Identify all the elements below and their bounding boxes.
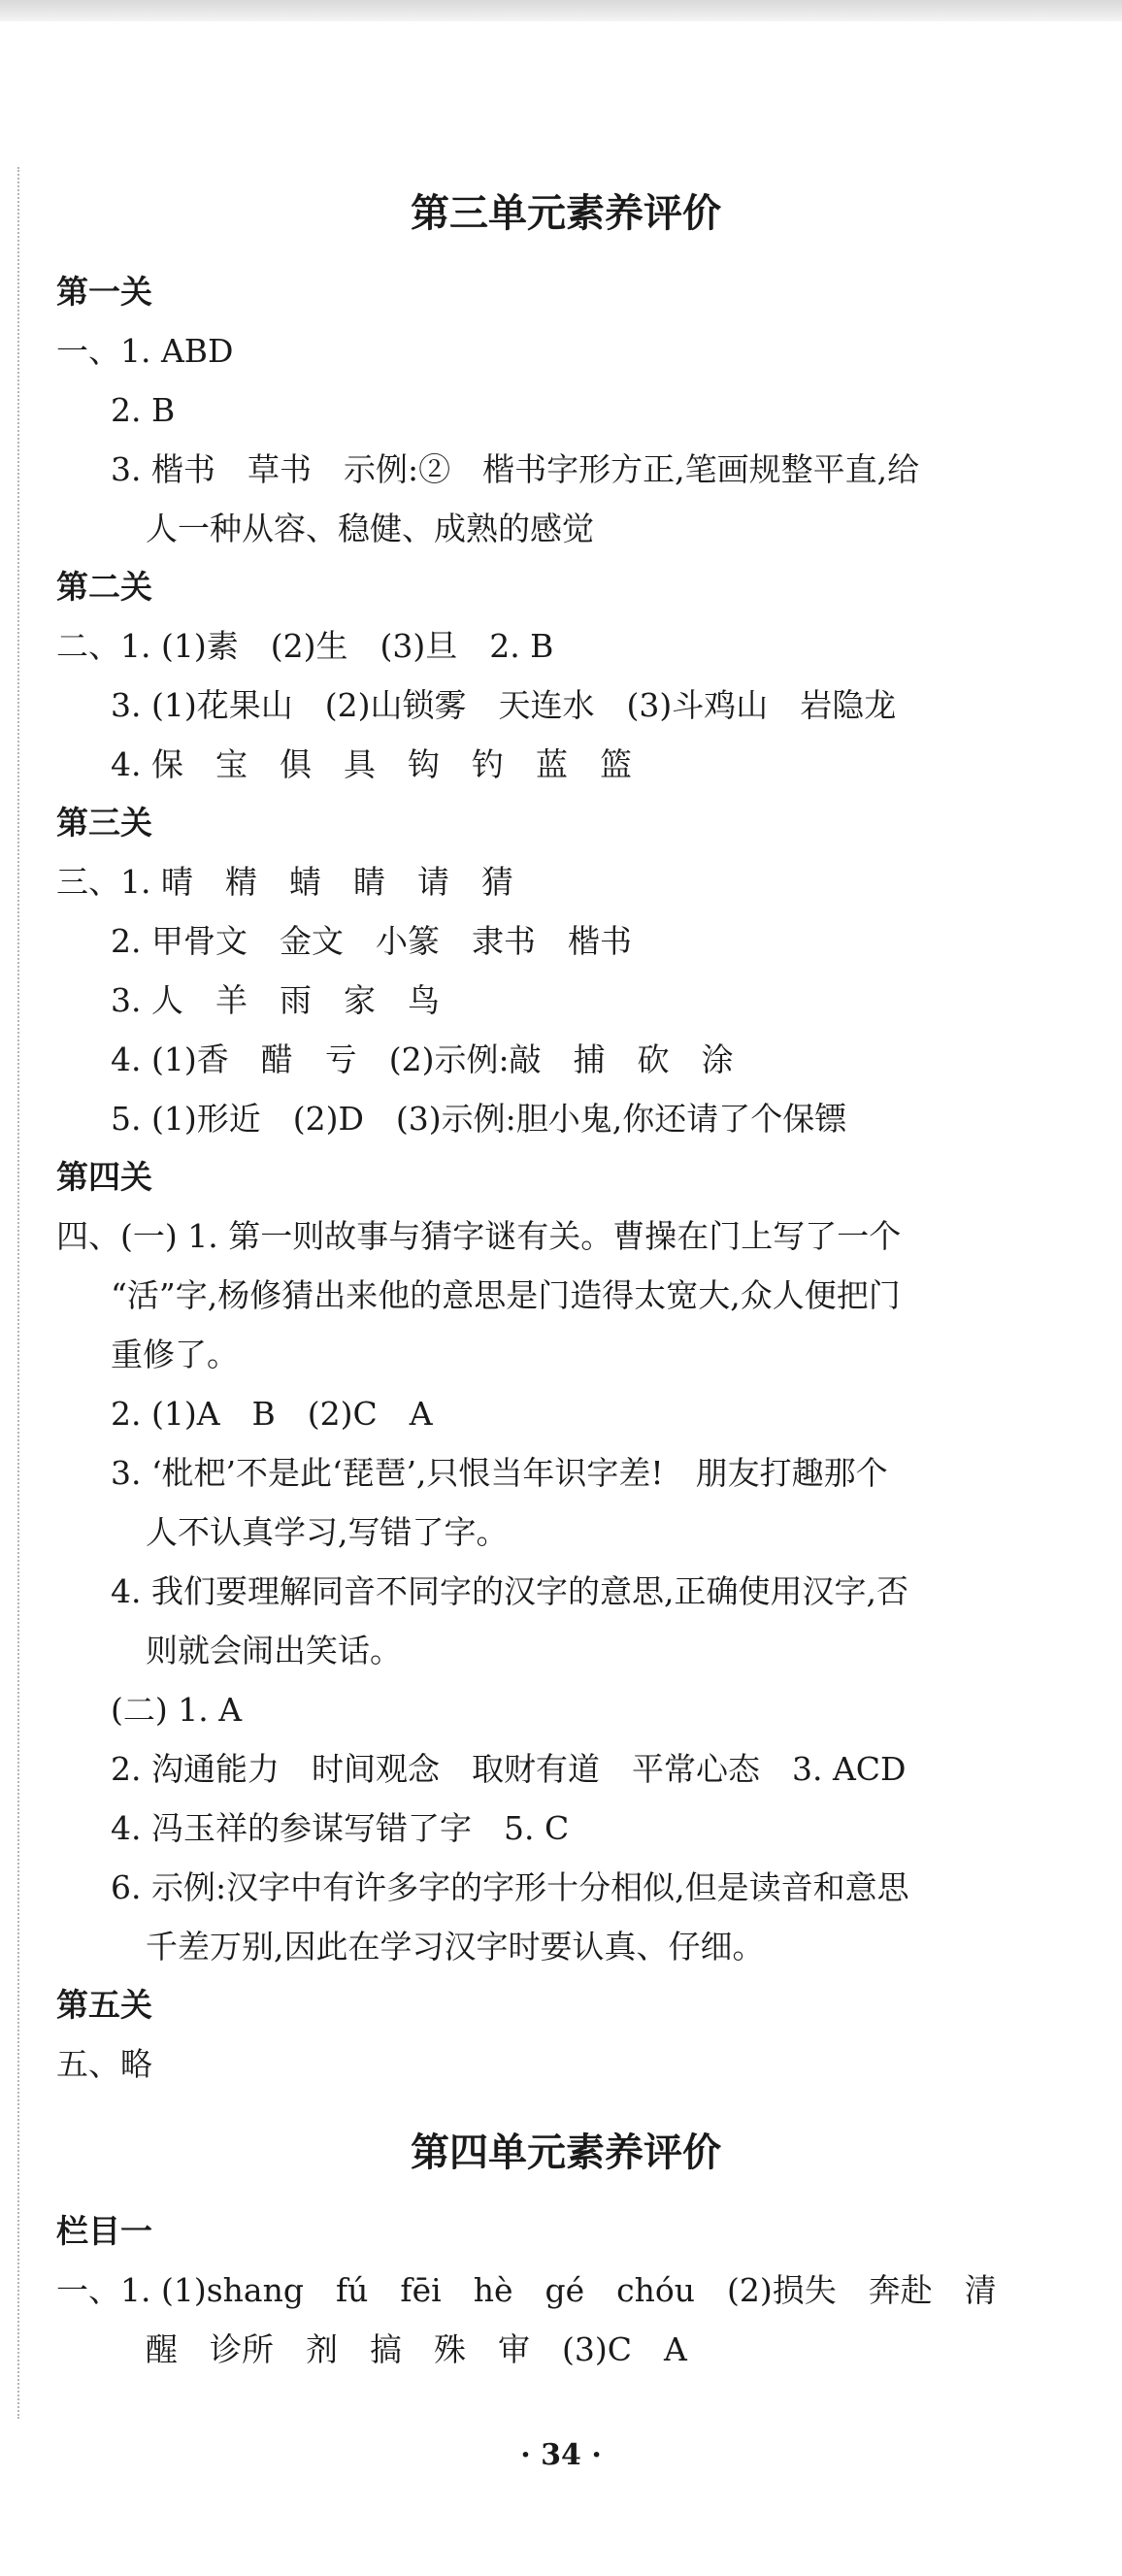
answer-line: 四、(一) 1. 第一则故事与猜字谜有关。曹操在门上写了一个 [56, 1217, 902, 1255]
answer-line: 人一种从容、稳健、成熟的感觉 [146, 510, 594, 547]
section-heading: 栏目一 [56, 2212, 152, 2250]
answer-line: 4. 我们要理解同音不同字的汉字的意思,正确使用汉字,否 [111, 1572, 908, 1610]
answer-line: 6. 示例:汉字中有许多字的字形十分相似,但是读音和意思 [111, 1868, 909, 1906]
answer-line: 3. (1)花果山 (2)山锁雾 天连水 (3)斗鸡山 岩隐龙 [111, 686, 897, 724]
answer-line: “活”字,杨修猜出来他的意思是门造得太宽大,众人便把门 [111, 1276, 901, 1314]
answer-line: 4. 保 宝 俱 具 钩 钓 蓝 篮 [111, 745, 632, 783]
answer-line: 五、略 [56, 2045, 152, 2083]
answer-line: (二) 1. A [111, 1691, 243, 1729]
answer-line: 3. 人 羊 雨 家 鸟 [111, 981, 440, 1019]
answer-line: 2. 甲骨文 金文 小篆 隶书 楷书 [111, 922, 632, 960]
answer-line: 千差万别,因此在学习汉字时要认真、仔细。 [146, 1928, 765, 1965]
unit3-title: 第三单元素养评价 [411, 191, 721, 236]
answer-line: 2. B [111, 391, 176, 429]
answer-line: 一、1. ABD [56, 332, 234, 370]
answer-line: 4. 冯玉祥的参谋写错了字 5. C [111, 1809, 570, 1847]
answer-line: 醒 诊所 剂 搞 殊 审 (3)C A [146, 2330, 687, 2368]
answer-line: 重修了。 [111, 1336, 239, 1373]
unit4-body [56, 2202, 1075, 2379]
left-margin-rule [17, 167, 19, 2419]
answer-line: 4. (1)香 醋 亏 (2)示例:敲 捕 砍 涂 [111, 1040, 734, 1078]
unit3-body [56, 263, 1075, 2094]
section-heading: 第一关 [56, 273, 152, 311]
section-heading: 第四关 [56, 1158, 152, 1196]
answer-line: 一、1. (1)shang fú fēi hè gé chóu (2)损失 奔赴 清 [56, 2271, 997, 2309]
page-number: · 34 · [520, 2438, 602, 2472]
answer-line: 三、1. 晴 精 蜻 睛 请 猜 [56, 863, 513, 901]
section-heading: 第三关 [56, 804, 152, 842]
answer-line: 二、1. (1)素 (2)生 (3)旦 2. B [56, 627, 554, 665]
answer-document [56, 180, 1075, 2379]
top-edge-strip [0, 0, 1122, 21]
section-heading: 第五关 [56, 1986, 152, 2024]
answer-line: 2. 沟通能力 时间观念 取财有道 平常心态 3. ACD [111, 1750, 907, 1788]
unit4-title: 第四单元素养评价 [411, 2130, 721, 2175]
answer-line: 则就会闹出笑话。 [146, 1632, 402, 1669]
answer-line: 5. (1)形近 (2)D (3)示例:胆小鬼,你还请了个保镖 [111, 1100, 847, 1138]
section-heading: 第二关 [56, 568, 152, 606]
answer-line: 2. (1)A B (2)C A [111, 1395, 433, 1433]
answer-line: 3. 楷书 草书 示例:② 楷书字形方正,笔画规整平直,给 [111, 450, 920, 488]
answer-line: 3. ‘枇杷’不是此‘琵琶’,只恨当年识字差! 朋友打趣那个 [111, 1454, 888, 1492]
answer-line: 人不认真学习,写错了字。 [146, 1513, 509, 1551]
